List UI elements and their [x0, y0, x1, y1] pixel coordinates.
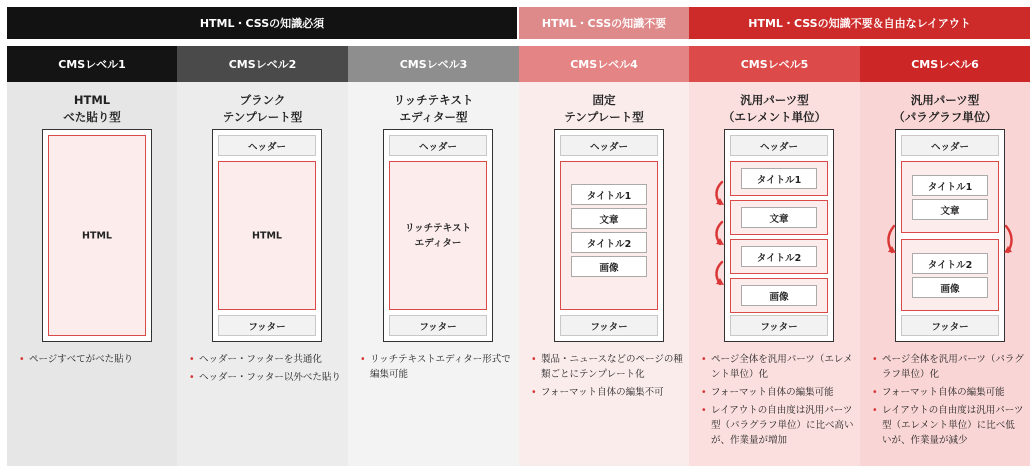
- column-level-6: [860, 82, 1030, 466]
- part-text: 文章: [912, 199, 988, 220]
- feature-item: • ページ全体を汎用パーツ（エレメント単位）化: [701, 352, 854, 382]
- part-title2: タイトル2: [571, 232, 647, 253]
- swap-arrow-left-icon: [882, 222, 898, 258]
- level-bar-2: [177, 46, 348, 82]
- level-bar-6: [860, 46, 1030, 82]
- header-block: ヘッダー: [730, 135, 828, 156]
- feature-item: • レイアウトの自由度は汎用パーツ型（エレメント単位）に比べ低いが、作業量が減少: [872, 403, 1024, 448]
- element-part-box: [730, 278, 828, 313]
- paragraph-part-box: [901, 161, 999, 233]
- part-title2: タイトル2: [912, 253, 988, 274]
- feature-item: • レイアウトの自由度は汎用パーツ型（パラグラフ単位）に比べ高いが、作業量が増加: [701, 403, 854, 448]
- column-title-line: 汎用パーツ型: [740, 93, 809, 107]
- group-header-css-not-required: [519, 7, 689, 39]
- feature-item: • リッチテキストエディター形式で編集可能: [360, 352, 513, 382]
- feature-list: [701, 352, 854, 451]
- column-title: [860, 92, 1030, 126]
- part-title1: タイトル1: [571, 184, 647, 205]
- column-title-line: 汎用パーツ型: [910, 93, 980, 107]
- page-mockup: [42, 129, 152, 342]
- part-title2: タイトル2: [741, 246, 817, 267]
- rich-text-editor-area: [389, 161, 487, 310]
- page-mockup: [895, 129, 1005, 342]
- feature-list: [872, 352, 1024, 451]
- level-label: CMSレベル4: [570, 58, 638, 71]
- column-title-line: テンプレート型: [222, 110, 303, 124]
- header-block: ヘッダー: [218, 135, 316, 156]
- footer-block: フッター: [730, 315, 828, 336]
- page-mockup: [212, 129, 322, 342]
- feature-item: • 製品・ニュースなどのページの種類ごとにテンプレート化: [531, 352, 683, 382]
- header-block: ヘッダー: [389, 135, 487, 156]
- part-text: 文章: [571, 208, 647, 229]
- footer-block: フッター: [560, 315, 658, 336]
- content-label-line: エディター: [414, 237, 462, 249]
- column-title-line: テンプレート型: [564, 110, 644, 124]
- part-image: 画像: [571, 256, 647, 277]
- column-level-3: [348, 82, 519, 466]
- page-mockup: [383, 129, 493, 342]
- column-title: [519, 92, 689, 126]
- feature-item: • フォーマット自体の編集可能: [872, 385, 1024, 400]
- feature-list: [189, 352, 342, 388]
- header-block: ヘッダー: [560, 135, 658, 156]
- column-title-line: 固定: [592, 93, 616, 107]
- column-title-line: リッチテキスト: [393, 93, 474, 107]
- column-title-line: （パラグラフ単位）: [893, 110, 997, 124]
- feature-item: • ページすべてがべた貼り: [19, 352, 171, 367]
- fixed-template-area: [560, 161, 658, 310]
- content-label: HTML: [82, 230, 112, 241]
- column-title: [177, 92, 348, 126]
- footer-block: フッター: [901, 315, 999, 336]
- content-label: [390, 221, 486, 251]
- level-bar-5: [689, 46, 860, 82]
- level-bar-3: [348, 46, 519, 82]
- column-title-line: べた貼り型: [63, 110, 121, 124]
- column-level-5: [689, 82, 860, 466]
- group-label: HTML・CSSの知識必須: [199, 17, 325, 30]
- column-title: [689, 92, 860, 126]
- level-label: CMSレベル1: [58, 58, 126, 71]
- element-part-box: [730, 200, 828, 235]
- column-title: [7, 92, 177, 126]
- group-label: HTML・CSSの知識不要＆自由なレイアウト: [748, 17, 971, 30]
- footer-block: フッター: [389, 315, 487, 336]
- level-label: CMSレベル6: [911, 58, 979, 71]
- feature-item: • ページ全体を汎用パーツ（パラグラフ単位）化: [872, 352, 1024, 382]
- group-header-free-layout: [689, 7, 1030, 39]
- level-label: CMSレベル3: [399, 58, 468, 71]
- part-title1: タイトル1: [912, 175, 988, 196]
- group-label: HTML・CSSの知識不要: [541, 17, 667, 30]
- feature-list: [360, 352, 513, 385]
- level-label: CMSレベル2: [228, 58, 297, 71]
- paragraph-part-box: [901, 239, 999, 311]
- level-bar-4: [519, 46, 689, 82]
- column-title-line: エディター型: [399, 110, 468, 124]
- feature-item: • フォーマット自体の編集可能: [701, 385, 854, 400]
- element-part-box: [730, 239, 828, 274]
- feature-list: [531, 352, 683, 403]
- column-title-line: HTML: [73, 93, 111, 107]
- level-label: CMSレベル5: [740, 58, 809, 71]
- column-level-4: [519, 82, 689, 466]
- swap-arrows-icon: [709, 178, 729, 298]
- html-content-area: [48, 135, 146, 336]
- element-part-box: [730, 161, 828, 196]
- part-image: 画像: [741, 285, 817, 306]
- feature-item: • ヘッダー・フッター以外べた貼り: [189, 370, 342, 385]
- part-title1: タイトル1: [741, 168, 817, 189]
- level-bar-1: [7, 46, 177, 82]
- group-header-css-required: [7, 7, 517, 39]
- page-mockup: [554, 129, 664, 342]
- content-label: HTML: [252, 230, 282, 241]
- feature-item: • ヘッダー・フッターを共通化: [189, 352, 342, 367]
- page-mockup: [724, 129, 834, 342]
- column-level-1: [7, 82, 177, 466]
- column-title-line: （エレメント単位）: [722, 110, 827, 124]
- column-title-line: ブランク: [239, 93, 286, 107]
- part-text: 文章: [741, 207, 817, 228]
- html-content-area: [218, 161, 316, 310]
- column-title: [348, 92, 519, 126]
- footer-block: フッター: [218, 315, 316, 336]
- part-image: 画像: [912, 277, 988, 298]
- column-level-2: [177, 82, 348, 466]
- swap-arrow-right-icon: [1002, 222, 1018, 258]
- header-block: ヘッダー: [901, 135, 999, 156]
- feature-item: • フォーマット自体の編集不可: [531, 385, 683, 400]
- content-label-line: リッチテキスト: [405, 222, 471, 234]
- feature-list: [19, 352, 171, 370]
